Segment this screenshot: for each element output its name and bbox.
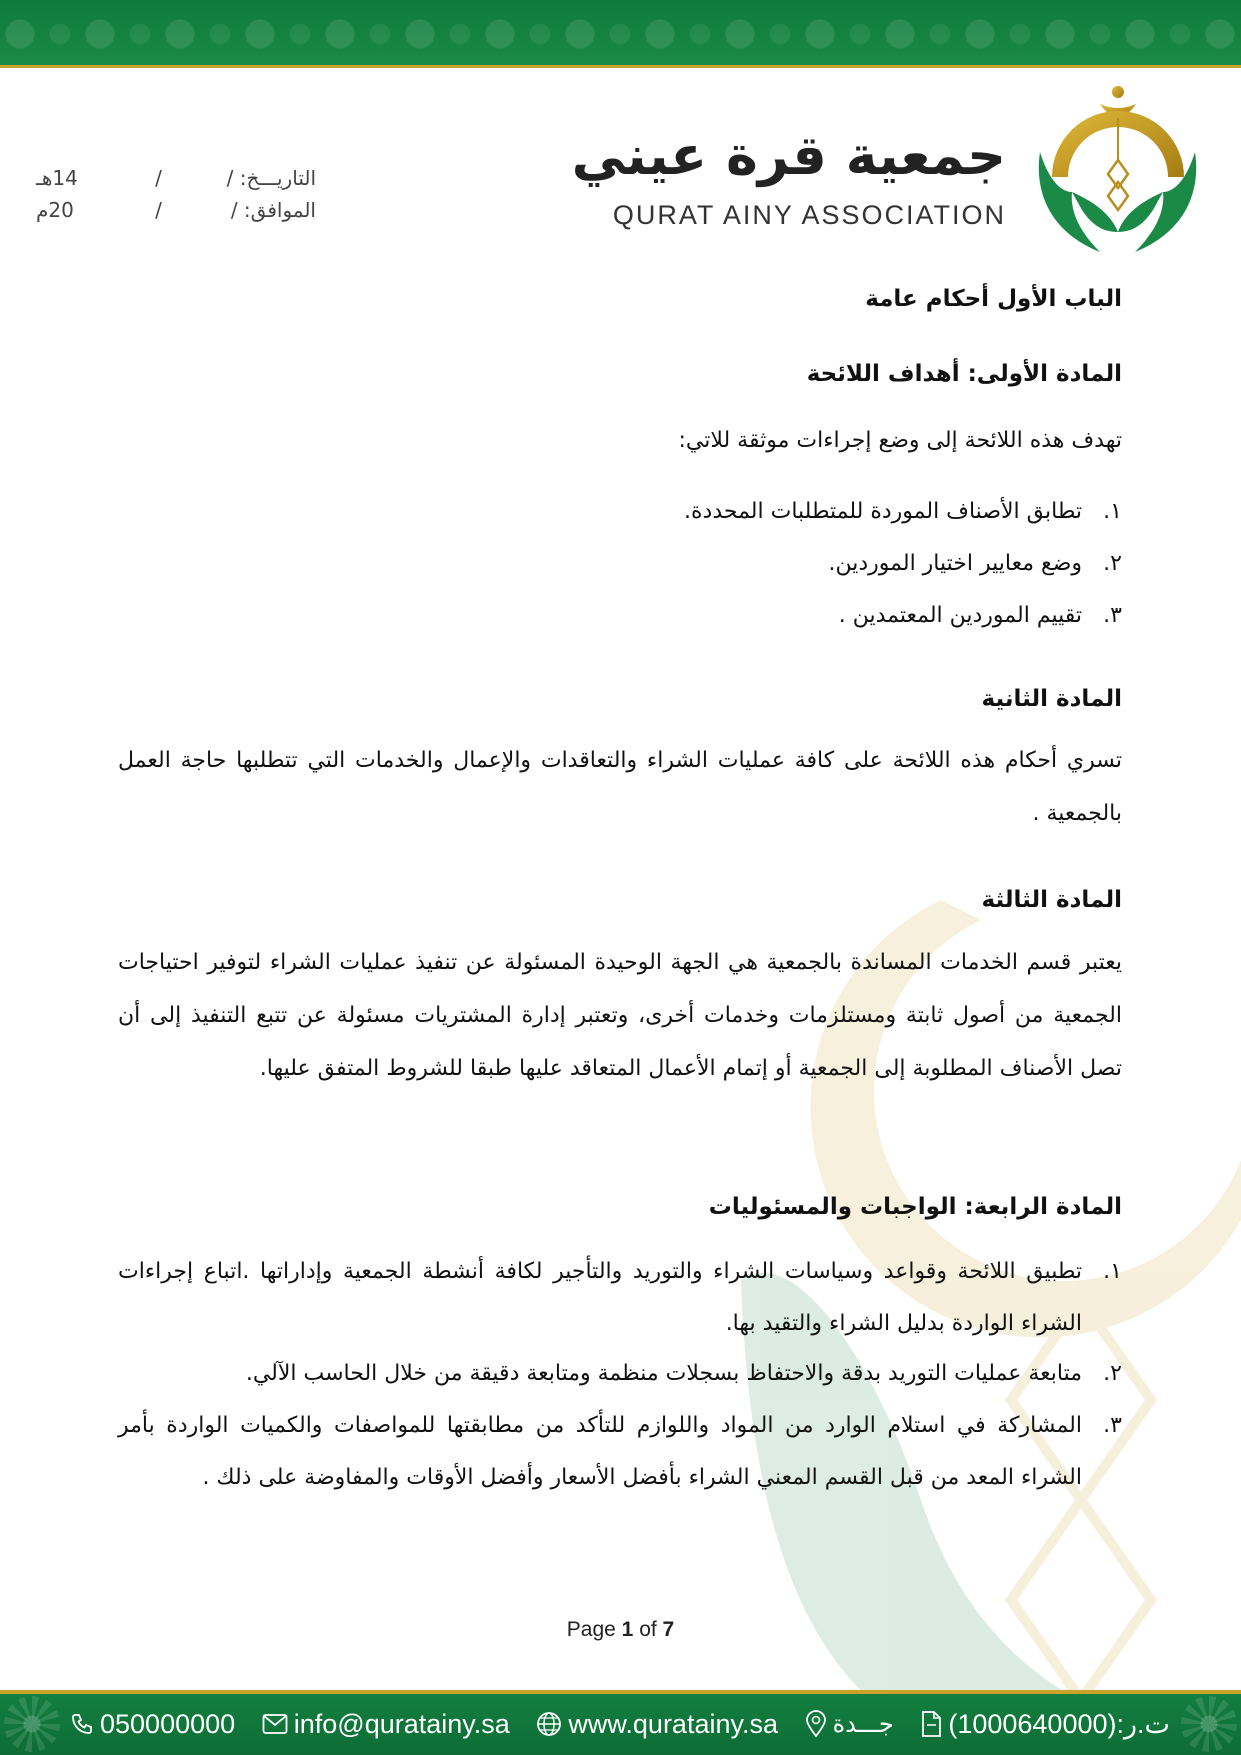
date-hijri-year: 14هـ [36,166,78,190]
page-current: 1 [621,1618,634,1641]
article2-text: تسري أحكام هذه اللائحة على كافة عمليات الشراء والتعاقدات والإعمال والخدمات التي تتطلبها حاجة العمل بالجمعية . [118,748,1122,826]
list-item-text: وضع معايير اختيار الموردين. [828,551,1082,576]
date-hijri-label: التاريـــخ: / [226,166,316,190]
list-item-number: ١. [1103,1259,1122,1284]
list-item-text: تقييم الموردين المعتمدين . [838,603,1082,628]
header-gold-line [0,65,1241,68]
list-item [829,538,1123,590]
article1-intro: تهدف هذه اللائحة إلى وضع إجراءات موثقة للاتي: [678,428,1122,453]
header-pattern [0,0,1241,68]
date-greg-year: 20م [36,198,74,222]
org-name-english: QURAT AINY ASSOCIATION [612,200,1006,230]
page-of: of [639,1618,657,1641]
org-name-arabic: جمعية قرة عيني [571,124,1006,187]
list-item-text: تطابق الأصناف الموردة للمتطلبات المحددة. [684,499,1082,524]
date-greg-label: الموافق: / [230,198,316,222]
footer-email[interactable] [262,1709,510,1740]
date-greg-row [36,194,316,226]
list-item-text: المشاركة في استلام الوارد من المواد واللوازم للتأكد من مطابقتها للمواصفات والكميات الواردة بأمر الشراء المعد من قبل القسم المعني الشراء بأفضل الأسعار وأفضل الأوقات والمفاوضة على ذلك . [118,1413,1082,1490]
footer-website-text: www.quratainy.sa [568,1708,778,1739]
mail-icon [262,1713,288,1735]
footer-cr [920,1709,1170,1740]
page-total: 7 [662,1618,675,1641]
page-prefix: Page [566,1618,616,1641]
page-number [0,1618,1241,1642]
footer-cr-text: ت.ر:(1000640000) [948,1708,1170,1739]
location-pin-icon [805,1710,827,1738]
date-hijri-slash: / [155,166,162,190]
article3-text: يعتبر قسم الخدمات المساندة بالجمعية هي الجهة الوحيدة المسئولة عن تنفيذ عمليات الشراء لتوفير احتياجات الجمعية من أصول ثابتة ومستلزمات وخدمات أخرى، وتعتبر إدارة المشتريات مسئولة عن تتبع التنفيذ إلى أن تصل الأصناف المطلوبة إلى الجمعية أو إتمام الأعمال المتعاقد عليها طبقا للشروط المتفق عليها. [118,950,1122,1081]
footer-ornament-right [1181,1696,1237,1752]
list-item [118,1246,1122,1350]
date-box [36,162,316,226]
footer-phone[interactable] [70,1709,235,1740]
list-item [839,590,1122,642]
globe-icon [536,1711,562,1737]
list-item-number: ١. [1103,499,1122,524]
footer-email-text: info@quratainy.sa [293,1708,510,1739]
footer-ornament-left [4,1696,60,1752]
footer-gold-line [0,1690,1241,1694]
footer-website[interactable] [536,1709,778,1740]
header-band [0,0,1241,68]
document-icon [920,1710,942,1738]
list-item-text: تطبيق اللائحة وقواعد وسياسات الشراء والتوريد والتأجير لكافة أنشطة الجمعية وإداراتها .اتباع إجراءات الشراء الواردة بدليل الشراء والتقيد بها. [118,1259,1082,1336]
date-greg-slash: / [155,198,162,222]
date-hijri-row [36,162,316,194]
list-item-text: متابعة عمليات التوريد بدقة والاحتفاظ بسجلات منظمة ومتابعة دقيقة من خلال الحاسب الآلي. [245,1361,1082,1386]
article4-title: المادة الرابعة: الواجبات والمسئوليات [708,1194,1122,1220]
list-item-number: ٣. [1103,603,1122,628]
footer-location [805,1710,894,1738]
footer-contact-bar [70,1702,1170,1746]
list-item [118,1348,1122,1400]
chapter-title: الباب الأول أحكام عامة [865,286,1122,312]
list-item-number: ٢. [1103,551,1122,576]
article3-title: المادة الثالثة [981,887,1122,913]
list-item-number: ٣. [1103,1413,1122,1438]
list-item [684,486,1122,538]
footer-band [0,1690,1241,1755]
footer-city-text: جـــدة [832,1710,894,1738]
association-logo-icon [1030,82,1205,262]
list-item-number: ٢. [1103,1361,1122,1386]
article2-title: المادة الثانية [981,686,1122,712]
article1-title: المادة الأولى: أهداف اللائحة [806,361,1122,387]
list-item [118,1400,1122,1504]
footer-phone-text: 050000000 [100,1708,236,1739]
phone-icon [70,1712,94,1736]
